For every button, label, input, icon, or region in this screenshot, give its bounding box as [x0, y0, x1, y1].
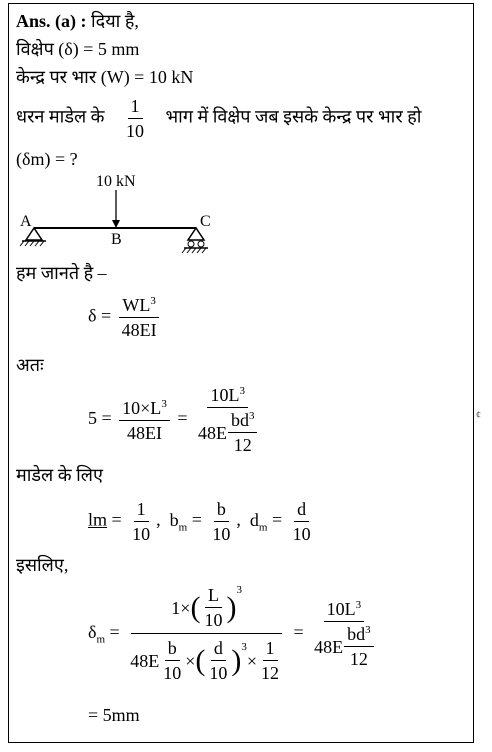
eq5-fraction-1	[119, 397, 170, 444]
big-den-b-den: 10	[163, 663, 182, 683]
fraction-numerator: 1	[128, 95, 143, 119]
formula-fraction	[119, 294, 160, 341]
rhs-den-num: bd	[347, 624, 366, 644]
lm-symbol: lm	[88, 509, 108, 530]
big-num-exp: 3	[236, 583, 242, 596]
hence-label: अतः	[16, 355, 44, 375]
rhs-den-fraction	[344, 623, 374, 670]
big-num-inner-num: L	[205, 584, 222, 608]
big-num-inner	[201, 584, 225, 631]
load-label: 10 kN	[96, 173, 136, 190]
big-num-inner-den: 10	[204, 610, 223, 630]
eq5-f2-den-prefix: 48E	[197, 422, 227, 443]
dm-num: d	[294, 498, 309, 522]
big-den-d	[206, 637, 230, 684]
eq5-equals: =	[177, 408, 188, 429]
bm-fraction	[209, 498, 233, 545]
eq5-f1-num: 10×L	[122, 397, 162, 418]
eq5-f2-den-exp: 3	[248, 410, 255, 422]
model-ratios: lm = $\frac{1}{10}$ , $b_m$ = $\frac{b}{10}$ , $d_m$ = $\frac{d}{10}$	[88, 498, 317, 545]
given-intro: दिया है,	[91, 11, 139, 31]
given-deflection: विक्षेप (δ) = 5 mm	[16, 39, 140, 59]
dm-sub: m	[258, 521, 268, 534]
bm-symbol	[169, 509, 188, 534]
formula-num: WL	[122, 295, 151, 315]
big-den-d-num: d	[211, 637, 226, 661]
point-a-label: A	[20, 213, 32, 230]
big-den-twelfth	[258, 637, 282, 684]
fraction-denominator: 10	[126, 121, 145, 141]
point-b-label: B	[111, 231, 122, 248]
dm-lhs-sub: m	[96, 633, 106, 646]
bm-sub: m	[178, 521, 188, 534]
big-den-times: ×	[185, 650, 196, 671]
bm-num: b	[214, 498, 229, 522]
eq5-f2-exp: 3	[239, 385, 245, 397]
formula-num-exp: 3	[150, 295, 156, 307]
known-text: हम जानते है –	[16, 263, 107, 283]
question-prefix: धरन माडेल के	[16, 106, 105, 127]
model-deflection-equation: $\delta_m$ = 1× ( $\frac{L}{10}$ ) $^3$ 48E $\frac{b}{10}$ × ( $\frac{d}{10}$ ) $^3$ × $\frac{1}{12}$ = $10L^3$ 48E $\frac{bd^3}{12}$	[88, 584, 380, 684]
dm-lhs-sym: δ	[88, 622, 97, 643]
dm-symbol	[249, 509, 268, 534]
formula-den: 48EI	[121, 320, 157, 340]
dm-den: 10	[292, 524, 311, 544]
rhs-num: 10L	[326, 599, 356, 619]
lm-fraction	[129, 498, 153, 545]
question-suffix: भाग में विक्षेप जब इसके केन्द्र पर भार हो	[165, 106, 422, 127]
question-fraction	[123, 95, 147, 142]
answer-heading	[16, 10, 139, 32]
bm-den: 10	[212, 524, 231, 544]
dm-sym: d	[249, 509, 259, 530]
big-den-one: 1	[263, 637, 278, 661]
eq5-f2-den-den: 12	[233, 435, 252, 455]
eq5-f2-num: 10L	[210, 385, 240, 405]
eq5-lhs: 5 =	[88, 408, 112, 429]
rhs-num-exp: 3	[355, 599, 362, 611]
edge-mark: ¢	[476, 410, 481, 421]
dm-lhs	[88, 622, 106, 646]
roller-wheel-left	[188, 241, 194, 247]
eq5-f2-den-num: bd	[230, 410, 249, 430]
equation-five	[88, 384, 263, 456]
big-den-times2: ×	[246, 650, 258, 671]
beam-diagram	[14, 170, 224, 260]
big-den-twelve: 12	[261, 663, 280, 683]
big-den-b	[160, 637, 184, 684]
big-den-d-den: 10	[209, 663, 228, 683]
big-den-b-num: b	[165, 637, 180, 661]
eq5-f2-den-fraction	[228, 409, 258, 456]
point-c-label: C	[200, 213, 211, 230]
big-den-prefix: 48E	[130, 650, 160, 671]
rhs-den-den: 12	[349, 649, 368, 669]
question-line	[16, 95, 421, 142]
load-arrow-head	[112, 220, 120, 228]
question-symbol: (δm) = ?	[16, 149, 78, 169]
dm-fraction	[290, 498, 314, 545]
eq5-f1-den: 48EI	[126, 422, 162, 443]
big-num-coef: 1×	[171, 597, 191, 618]
model-label: माडेल के लिए	[16, 465, 103, 485]
ans-label: Ans. (a) :	[16, 11, 87, 31]
final-result: = 5mm	[88, 705, 140, 725]
rhs-den-prefix: 48E	[314, 636, 344, 657]
big-fraction: 1× ( $\frac{L}{10}$ ) $^3$ 48E $\frac{b}{10}$ × ( $\frac{d}{10}$ ) $^3$ × $\frac{1}{12}$	[127, 584, 286, 684]
big-den-d-exp: 3	[241, 640, 247, 653]
rhs-den-exp: 3	[365, 624, 371, 636]
rhs-fraction	[311, 598, 377, 670]
given-load: केन्द्र पर भार (W) = 10 kN	[16, 67, 194, 87]
eq5-fraction-2	[195, 384, 261, 456]
formula-deflection	[88, 294, 163, 341]
lm-den: 10	[132, 524, 151, 544]
lm-num: 1	[134, 498, 149, 522]
formula-lhs: δ =	[88, 305, 112, 326]
bm-sym: b	[169, 509, 179, 530]
eq5-f1-exp: 3	[161, 397, 167, 410]
roller-wheel-right	[198, 241, 204, 247]
therefore-label: इसलिए,	[16, 555, 69, 575]
